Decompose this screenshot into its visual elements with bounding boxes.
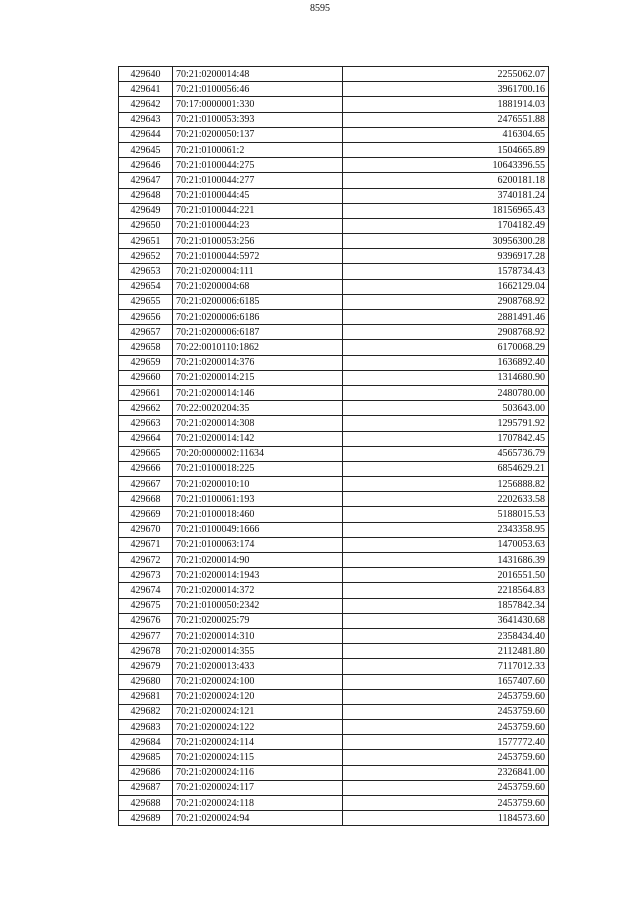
table-row bbox=[119, 689, 549, 704]
row-id-cell: 429676 bbox=[119, 613, 173, 628]
table-row bbox=[119, 553, 549, 568]
table-row bbox=[119, 492, 549, 507]
table-row bbox=[119, 598, 549, 613]
table-row bbox=[119, 416, 549, 431]
cadastral-value-cell: 2358434.40 bbox=[343, 628, 549, 643]
row-id-cell: 429656 bbox=[119, 310, 173, 325]
cadastral-number-cell: 70:21:0200024:118 bbox=[173, 796, 343, 811]
table-row bbox=[119, 507, 549, 522]
cadastral-number-cell: 70:21:0200024:121 bbox=[173, 704, 343, 719]
row-id-cell: 429682 bbox=[119, 704, 173, 719]
cadastral-value-cell: 3740181.24 bbox=[343, 188, 549, 203]
row-id-cell: 429688 bbox=[119, 796, 173, 811]
cadastral-value-cell: 1662129.04 bbox=[343, 279, 549, 294]
cadastral-number-cell: 70:21:0200024:100 bbox=[173, 674, 343, 689]
cadastral-value-cell: 2453759.60 bbox=[343, 780, 549, 795]
row-id-cell: 429648 bbox=[119, 188, 173, 203]
cadastral-number-cell: 70:21:0100061:193 bbox=[173, 492, 343, 507]
cadastral-number-cell: 70:21:0100018:225 bbox=[173, 461, 343, 476]
table-row bbox=[119, 583, 549, 598]
cadastral-value-cell: 2218564.83 bbox=[343, 583, 549, 598]
cadastral-value-cell: 1578734.43 bbox=[343, 264, 549, 279]
row-id-cell: 429641 bbox=[119, 82, 173, 97]
table-row bbox=[119, 173, 549, 188]
row-id-cell: 429650 bbox=[119, 218, 173, 233]
table-row bbox=[119, 249, 549, 264]
cadastral-value-cell: 1431686.39 bbox=[343, 553, 549, 568]
row-id-cell: 429679 bbox=[119, 659, 173, 674]
cadastral-number-cell: 70:21:0200024:122 bbox=[173, 720, 343, 735]
cadastral-value-cell: 1256888.82 bbox=[343, 477, 549, 492]
table-row bbox=[119, 294, 549, 309]
row-id-cell: 429677 bbox=[119, 628, 173, 643]
cadastral-number-cell: 70:20:0000002:11634 bbox=[173, 446, 343, 461]
table-row bbox=[119, 644, 549, 659]
row-id-cell: 429668 bbox=[119, 492, 173, 507]
cadastral-value-cell: 5188015.53 bbox=[343, 507, 549, 522]
row-id-cell: 429669 bbox=[119, 507, 173, 522]
row-id-cell: 429654 bbox=[119, 279, 173, 294]
row-id-cell: 429645 bbox=[119, 142, 173, 157]
cadastral-number-cell: 70:21:0200006:6187 bbox=[173, 325, 343, 340]
cadastral-number-cell: 70:21:0200014:308 bbox=[173, 416, 343, 431]
cadastral-value-cell: 2453759.60 bbox=[343, 689, 549, 704]
cadastral-number-cell: 70:21:0200050:137 bbox=[173, 127, 343, 142]
row-id-cell: 429649 bbox=[119, 203, 173, 218]
cadastral-number-cell: 70:21:0200013:433 bbox=[173, 659, 343, 674]
table-row bbox=[119, 704, 549, 719]
cadastral-value-cell: 503643.00 bbox=[343, 401, 549, 416]
table-row bbox=[119, 537, 549, 552]
cadastral-value-cell: 2908768.92 bbox=[343, 294, 549, 309]
table-row bbox=[119, 659, 549, 674]
cadastral-value-cell: 9396917.28 bbox=[343, 249, 549, 264]
cadastral-value-cell: 2453759.60 bbox=[343, 750, 549, 765]
cadastral-number-cell: 70:21:0100044:23 bbox=[173, 218, 343, 233]
table-row bbox=[119, 720, 549, 735]
table-row bbox=[119, 811, 549, 826]
cadastral-value-cell: 1504665.89 bbox=[343, 142, 549, 157]
cadastral-value-cell: 2480780.00 bbox=[343, 385, 549, 400]
table-row bbox=[119, 446, 549, 461]
cadastral-value-cell: 2453759.60 bbox=[343, 720, 549, 735]
row-id-cell: 429673 bbox=[119, 568, 173, 583]
cadastral-number-cell: 70:21:0100053:393 bbox=[173, 112, 343, 127]
cadastral-number-cell: 70:21:0200006:6185 bbox=[173, 294, 343, 309]
table-row bbox=[119, 158, 549, 173]
table-row bbox=[119, 796, 549, 811]
table-body bbox=[119, 67, 549, 826]
row-id-cell: 429642 bbox=[119, 97, 173, 112]
cadastral-number-cell: 70:21:0100044:277 bbox=[173, 173, 343, 188]
row-id-cell: 429681 bbox=[119, 689, 173, 704]
cadastral-value-cell: 18156965.43 bbox=[343, 203, 549, 218]
cadastral-number-cell: 70:21:0100044:221 bbox=[173, 203, 343, 218]
row-id-cell: 429646 bbox=[119, 158, 173, 173]
row-id-cell: 429665 bbox=[119, 446, 173, 461]
cadastral-number-cell: 70:21:0200014:310 bbox=[173, 628, 343, 643]
cadastral-number-cell: 70:21:0200014:48 bbox=[173, 67, 343, 82]
row-id-cell: 429685 bbox=[119, 750, 173, 765]
cadastral-number-cell: 70:21:0200024:115 bbox=[173, 750, 343, 765]
row-id-cell: 429670 bbox=[119, 522, 173, 537]
cadastral-value-cell: 2255062.07 bbox=[343, 67, 549, 82]
row-id-cell: 429643 bbox=[119, 112, 173, 127]
cadastral-number-cell: 70:21:0200014:90 bbox=[173, 553, 343, 568]
cadastral-number-cell: 70:21:0200024:120 bbox=[173, 689, 343, 704]
cadastral-number-cell: 70:21:0200024:117 bbox=[173, 780, 343, 795]
table-row bbox=[119, 765, 549, 780]
cadastral-value-cell: 10643396.55 bbox=[343, 158, 549, 173]
cadastral-number-cell: 70:21:0200025:79 bbox=[173, 613, 343, 628]
table-row bbox=[119, 628, 549, 643]
row-id-cell: 429659 bbox=[119, 355, 173, 370]
row-id-cell: 429687 bbox=[119, 780, 173, 795]
table-row bbox=[119, 234, 549, 249]
cadastral-number-cell: 70:21:0200014:355 bbox=[173, 644, 343, 659]
cadastral-number-cell: 70:21:0200014:142 bbox=[173, 431, 343, 446]
table-row bbox=[119, 401, 549, 416]
cadastral-value-cell: 1295791.92 bbox=[343, 416, 549, 431]
row-id-cell: 429663 bbox=[119, 416, 173, 431]
cadastral-value-cell: 1184573.60 bbox=[343, 811, 549, 826]
cadastral-value-table bbox=[118, 66, 549, 826]
table-row bbox=[119, 142, 549, 157]
cadastral-value-cell: 2453759.60 bbox=[343, 704, 549, 719]
table-row bbox=[119, 203, 549, 218]
table-row bbox=[119, 461, 549, 476]
table-row bbox=[119, 370, 549, 385]
row-id-cell: 429674 bbox=[119, 583, 173, 598]
row-id-cell: 429644 bbox=[119, 127, 173, 142]
row-id-cell: 429662 bbox=[119, 401, 173, 416]
row-id-cell: 429655 bbox=[119, 294, 173, 309]
table-row bbox=[119, 431, 549, 446]
cadastral-value-cell: 2202633.58 bbox=[343, 492, 549, 507]
row-id-cell: 429660 bbox=[119, 370, 173, 385]
cadastral-value-cell: 2112481.80 bbox=[343, 644, 549, 659]
row-id-cell: 429675 bbox=[119, 598, 173, 613]
cadastral-value-cell: 6200181.18 bbox=[343, 173, 549, 188]
cadastral-value-cell: 2881491.46 bbox=[343, 310, 549, 325]
cadastral-value-cell: 1314680.90 bbox=[343, 370, 549, 385]
cadastral-value-cell: 6170068.29 bbox=[343, 340, 549, 355]
cadastral-number-cell: 70:21:0200024:116 bbox=[173, 765, 343, 780]
cadastral-value-cell: 2453759.60 bbox=[343, 796, 549, 811]
row-id-cell: 429678 bbox=[119, 644, 173, 659]
table-row bbox=[119, 82, 549, 97]
table-row bbox=[119, 279, 549, 294]
table-row bbox=[119, 264, 549, 279]
cadastral-value-cell: 2016551.50 bbox=[343, 568, 549, 583]
page-number: 8595 bbox=[310, 3, 330, 14]
table-row bbox=[119, 568, 549, 583]
cadastral-value-cell: 1881914.03 bbox=[343, 97, 549, 112]
cadastral-value-cell: 1707842.45 bbox=[343, 431, 549, 446]
cadastral-number-cell: 70:21:0200014:372 bbox=[173, 583, 343, 598]
cadastral-number-cell: 70:21:0200014:146 bbox=[173, 385, 343, 400]
cadastral-number-cell: 70:21:0100053:256 bbox=[173, 234, 343, 249]
table-row bbox=[119, 477, 549, 492]
cadastral-number-cell: 70:21:0100044:5972 bbox=[173, 249, 343, 264]
cadastral-number-cell: 70:22:0010110:1862 bbox=[173, 340, 343, 355]
table-row bbox=[119, 218, 549, 233]
table-row bbox=[119, 735, 549, 750]
row-id-cell: 429680 bbox=[119, 674, 173, 689]
table-row bbox=[119, 750, 549, 765]
cadastral-value-cell: 7117012.33 bbox=[343, 659, 549, 674]
cadastral-value-cell: 6854629.21 bbox=[343, 461, 549, 476]
table-row bbox=[119, 340, 549, 355]
cadastral-number-cell: 70:21:0100063:174 bbox=[173, 537, 343, 552]
cadastral-value-cell: 1636892.40 bbox=[343, 355, 549, 370]
cadastral-number-cell: 70:21:0100044:45 bbox=[173, 188, 343, 203]
cadastral-number-cell: 70:21:0100018:460 bbox=[173, 507, 343, 522]
row-id-cell: 429640 bbox=[119, 67, 173, 82]
cadastral-value-cell: 2476551.88 bbox=[343, 112, 549, 127]
cadastral-value-cell: 4565736.79 bbox=[343, 446, 549, 461]
cadastral-number-cell: 70:21:0200024:94 bbox=[173, 811, 343, 826]
cadastral-value-cell: 1470053.63 bbox=[343, 537, 549, 552]
cadastral-number-cell: 70:21:0200006:6186 bbox=[173, 310, 343, 325]
cadastral-number-cell: 70:21:0200024:114 bbox=[173, 735, 343, 750]
row-id-cell: 429661 bbox=[119, 385, 173, 400]
row-id-cell: 429658 bbox=[119, 340, 173, 355]
cadastral-value-cell: 1857842.34 bbox=[343, 598, 549, 613]
row-id-cell: 429683 bbox=[119, 720, 173, 735]
cadastral-number-cell: 70:21:0200004:68 bbox=[173, 279, 343, 294]
table-row bbox=[119, 780, 549, 795]
row-id-cell: 429667 bbox=[119, 477, 173, 492]
table-row bbox=[119, 522, 549, 537]
cadastral-value-cell: 3961700.16 bbox=[343, 82, 549, 97]
row-id-cell: 429653 bbox=[119, 264, 173, 279]
table-row bbox=[119, 97, 549, 112]
row-id-cell: 429666 bbox=[119, 461, 173, 476]
row-id-cell: 429686 bbox=[119, 765, 173, 780]
cadastral-number-cell: 70:21:0200014:215 bbox=[173, 370, 343, 385]
cadastral-value-cell: 1704182.49 bbox=[343, 218, 549, 233]
table-row bbox=[119, 613, 549, 628]
row-id-cell: 429671 bbox=[119, 537, 173, 552]
cadastral-value-cell: 1657407.60 bbox=[343, 674, 549, 689]
cadastral-number-cell: 70:21:0100061:2 bbox=[173, 142, 343, 157]
cadastral-value-cell: 30956300.28 bbox=[343, 234, 549, 249]
row-id-cell: 429664 bbox=[119, 431, 173, 446]
cadastral-number-cell: 70:21:0100050:2342 bbox=[173, 598, 343, 613]
table-row bbox=[119, 325, 549, 340]
cadastral-value-cell: 416304.65 bbox=[343, 127, 549, 142]
row-id-cell: 429672 bbox=[119, 553, 173, 568]
cadastral-number-cell: 70:21:0100049:1666 bbox=[173, 522, 343, 537]
cadastral-number-cell: 70:21:0100044:275 bbox=[173, 158, 343, 173]
row-id-cell: 429657 bbox=[119, 325, 173, 340]
cadastral-value-cell: 3641430.68 bbox=[343, 613, 549, 628]
table-row bbox=[119, 127, 549, 142]
cadastral-number-cell: 70:21:0200004:111 bbox=[173, 264, 343, 279]
cadastral-value-cell: 2343358.95 bbox=[343, 522, 549, 537]
table-row bbox=[119, 112, 549, 127]
row-id-cell: 429652 bbox=[119, 249, 173, 264]
cadastral-value-cell: 2908768.92 bbox=[343, 325, 549, 340]
table-row bbox=[119, 188, 549, 203]
row-id-cell: 429651 bbox=[119, 234, 173, 249]
row-id-cell: 429689 bbox=[119, 811, 173, 826]
row-id-cell: 429647 bbox=[119, 173, 173, 188]
cadastral-number-cell: 70:22:0020204:35 bbox=[173, 401, 343, 416]
cadastral-value-cell: 2326841.00 bbox=[343, 765, 549, 780]
cadastral-number-cell: 70:21:0200014:1943 bbox=[173, 568, 343, 583]
cadastral-number-cell: 70:21:0200014:376 bbox=[173, 355, 343, 370]
cadastral-number-cell: 70:21:0200010:10 bbox=[173, 477, 343, 492]
table-row bbox=[119, 67, 549, 82]
table-row bbox=[119, 310, 549, 325]
table-row bbox=[119, 355, 549, 370]
table-row bbox=[119, 385, 549, 400]
row-id-cell: 429684 bbox=[119, 735, 173, 750]
table-row bbox=[119, 674, 549, 689]
cadastral-number-cell: 70:21:0100056:46 bbox=[173, 82, 343, 97]
cadastral-value-cell: 1577772.40 bbox=[343, 735, 549, 750]
cadastral-number-cell: 70:17:0000001:330 bbox=[173, 97, 343, 112]
